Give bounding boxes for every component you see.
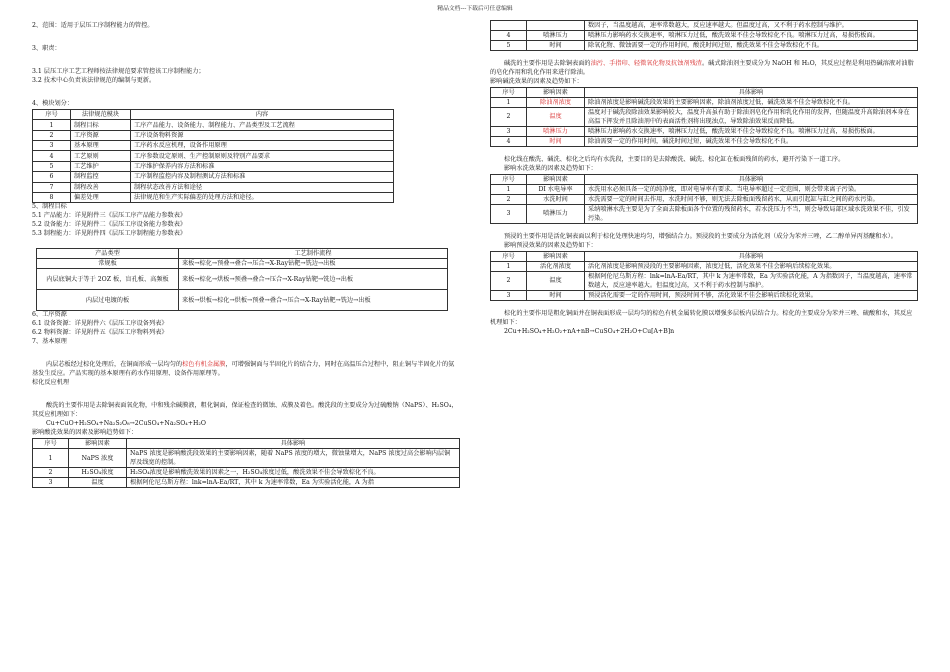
table-row bbox=[491, 261, 918, 271]
table-cell: 温度 bbox=[527, 107, 585, 126]
table-cell: 内层过电镀的板 bbox=[37, 290, 179, 311]
table-row bbox=[33, 120, 394, 130]
water-wash-table bbox=[490, 174, 918, 224]
table-header: 具体影响 bbox=[585, 174, 918, 184]
alkali-wash-paragraph bbox=[490, 60, 918, 78]
table-cell: 温度 bbox=[69, 478, 127, 488]
goal-item-1: 5.1 产品能力：详见附件三《层压工序产品能力参数表》 bbox=[32, 212, 187, 220]
process-flow-table bbox=[36, 248, 448, 311]
table-row bbox=[491, 290, 918, 300]
water-table-title: 影响水洗效果的因素及趋势如下： bbox=[504, 164, 597, 172]
table-cell: 根据阿伦尼乌斯方程：lnk=lnA-Ea/RT，其中 k 为速率常数，Ea 为实验活化能，A 为指数因子，当温度越高，速率常数越大，反应速率越大。但温度过高，又不利于药水控制与维护。 bbox=[585, 271, 918, 290]
table-cell: 偏差处理 bbox=[71, 193, 131, 203]
table-row bbox=[491, 21, 918, 31]
alkali-table-title: 影响碱洗效果的因素及趋势如下： bbox=[490, 77, 583, 85]
table-cell: 4 bbox=[491, 31, 527, 41]
table-cell: 1 bbox=[491, 261, 527, 271]
right-column bbox=[490, 20, 918, 337]
table-cell: 6 bbox=[33, 172, 71, 182]
table-row bbox=[491, 97, 918, 107]
table-cell: 时间 bbox=[527, 290, 585, 300]
brown-intro-text-b: ，可增强铜面与半固化片的结合力，同时在高温压合过程中，阻止铜与半固化片的氨基发生反应。产品实现的基本原理有药水作用原理、设备作用原理等。 bbox=[32, 361, 455, 378]
table-row bbox=[33, 182, 394, 192]
table-cell: 水洗需要一定的时间去作用，水洗时间不够，则无法去除板面残留药水，从而引起缸与缸之间的药水污染。 bbox=[585, 194, 918, 204]
table-cell: 2 bbox=[33, 468, 69, 478]
table-row bbox=[33, 193, 394, 203]
resource-title: 6、工序资源 bbox=[32, 311, 67, 319]
pre-dip-table bbox=[490, 251, 918, 301]
brown-intro-paragraph bbox=[32, 361, 460, 379]
table-cell: 喷淋压力影响药水交换速率，喷淋压力过低，酸洗效果不佳会导致棕化不良。喷淋压力过高，易损伤板面。 bbox=[585, 31, 918, 41]
table-cell: 5 bbox=[33, 161, 71, 171]
table-cell: 来板→烘板→棕化→烘板→预叠→叠合→压合→X-Ray钻靶→铣边→出板 bbox=[179, 290, 448, 311]
left-column bbox=[32, 22, 460, 488]
table-row bbox=[33, 151, 394, 161]
table-cell: 4 bbox=[33, 151, 71, 161]
module-table bbox=[32, 109, 394, 204]
table-header: 影响因素 bbox=[527, 251, 585, 261]
table-cell: 工序药水反应机理，设备作用原理 bbox=[131, 141, 394, 151]
table-cell: 2 bbox=[491, 271, 527, 290]
table-cell: 工序产品能力、设备能力、制程能力、产品类型及工艺流程 bbox=[131, 120, 394, 130]
table-row bbox=[491, 136, 918, 146]
table-row bbox=[491, 204, 918, 223]
table-cell: 1 bbox=[491, 184, 527, 194]
table-cell: 数因子，当温度越高，速率常数越大，反应速率越大。但温度过高，又不利于药水控制与维护。 bbox=[585, 21, 918, 31]
brown-mechanism-title: 棕化反应机理 bbox=[32, 379, 70, 387]
table-row bbox=[33, 130, 394, 140]
table-row bbox=[491, 271, 918, 290]
goal-item-2: 5.2 设备能力：详见附件二《层压工序设备能力参数表》 bbox=[32, 221, 187, 229]
table-row bbox=[33, 449, 460, 468]
browning-paragraph: 棕化的主要作用是粗化铜面并在铜表面形成一层均匀的棕色有机金属转化膜以增强多层板内层结合力。棕化的主要成分为苯并三唑、硫酸和水，其反应机理如下： bbox=[490, 309, 913, 326]
table-header: 序号 bbox=[491, 251, 527, 261]
table-cell: NaPS 浓度 bbox=[69, 449, 127, 468]
table-cell: 2 bbox=[33, 130, 71, 140]
table-cell: 3 bbox=[491, 204, 527, 223]
table-cell: 温度 bbox=[527, 271, 585, 290]
table-cell: 工艺原则 bbox=[71, 151, 131, 161]
alkali-wash-table bbox=[490, 87, 918, 147]
acid-table-title: 影响酸洗效果的因素及影响趋势如下： bbox=[32, 429, 138, 437]
table-cell: 基本原理 bbox=[71, 141, 131, 151]
goal-title: 5、制程目标 bbox=[32, 203, 67, 211]
table-cell: 工序设备物料资源 bbox=[131, 130, 394, 140]
water-wash-paragraph: 棕化线在酸洗、碱洗、棕化之后均有水洗段，主要目的是去除酸洗、碱洗、棕化缸在板面残留的药水，避开污染下一道工序。 bbox=[504, 155, 845, 163]
table-cell: 制程状态改善方法和途径 bbox=[131, 182, 394, 192]
page-header: 精品文档---下载后可任意编辑 bbox=[437, 6, 513, 12]
module-title: 4、模块划分： bbox=[32, 99, 74, 107]
brown-intro-text-a: 内层芯板经过棕化处理后，在铜面形成一层均匀的 bbox=[46, 361, 183, 369]
table-cell: NaPS 浓度是影响酸洗段效果的主要影响因素，随着 NaPS 浓度的增大，微蚀量增大，NaPS 浓度过高会影响内层铜厚及线宽的控制。 bbox=[127, 449, 460, 468]
table-cell: 工序参数设定原则、生产控制原则及特别产品要求 bbox=[131, 151, 394, 161]
table-cell: 3 bbox=[33, 478, 69, 488]
table-cell: 3 bbox=[33, 141, 71, 151]
table-cell: 采纳喷淋水洗主要是为了全面去除板面各个位置的残留药水，若水洗压力不当，则会导致局部区域水洗效果不佳，引发污染。 bbox=[585, 204, 918, 223]
table-header: 法律规范模块 bbox=[71, 109, 131, 119]
table-row bbox=[33, 141, 394, 151]
acid-wash-paragraph: 酸洗的主要作用是去除铜表面氧化物，中和残余碱膜液，粗化铜面，保证检查的微蚀、成膜及着色。酸洗段的主要成分为过硫酸钠（NaPS）、H₂SO₄，其反应机理如下： bbox=[32, 402, 458, 419]
acid-wash-equation: Cu+CuO+H₂SO₄+Na₂S₂O₈→2CuSO₄+Na₂SO₄+H₂O bbox=[46, 420, 206, 428]
table-cell: 喷淋压力 bbox=[527, 204, 585, 223]
duty-item-1: 3.1 层压工序工艺工程师按法律规范要求管控该工序制程能力； bbox=[32, 67, 205, 75]
table-row bbox=[33, 468, 460, 478]
table-cell: H₂SO₄浓度是影响酸洗效果的因素之一，H₂SO₄浓度过低，酸洗效果不佳会导致棕化不良。 bbox=[127, 468, 460, 478]
table-cell: 活化剂浓度 bbox=[527, 261, 585, 271]
table-cell: 来板→棕化→烘板→预叠→叠合→压合→X-Ray钻靶→铣边→出板 bbox=[179, 269, 448, 290]
alkali-highlight: 油污、手指印、轻微氧化物及抗蚀剂残渣 bbox=[590, 60, 702, 67]
table-cell: 常规板 bbox=[37, 259, 179, 269]
table-cell: 5 bbox=[491, 41, 527, 51]
table-cell: 根据阿伦尼乌斯方程：lnk=lnA-Ea/RT，其中 k 为速率常数，Ea 为实验活化能，A 为指 bbox=[127, 478, 460, 488]
alkali-text-b: 。碱式除油剂主要成分为 NaOH 和 H₂O，其反应过程是利用热碱溶液对油脂的皂化作用和乳化作用来进行除油。 bbox=[490, 60, 914, 76]
table-cell: 1 bbox=[33, 120, 71, 130]
table-cell: 时间 bbox=[527, 136, 585, 146]
goal-item-3: 5.3 制程能力：详见附件四《层压工序制程能力参数表》 bbox=[32, 230, 187, 238]
table-header: 具体影响 bbox=[127, 439, 460, 449]
table-row bbox=[37, 259, 448, 269]
table-cell: 3 bbox=[491, 290, 527, 300]
table-cell: 除氧化物、微蚀需要一定的作用时间，酸洗时间过短，酸洗效果不佳会导致棕化不良。 bbox=[585, 41, 918, 51]
table-header: 序号 bbox=[33, 439, 69, 449]
table-cell: 喷淋压力 bbox=[527, 126, 585, 136]
table-cell: DI 水电导率 bbox=[527, 184, 585, 194]
table-row bbox=[491, 107, 918, 126]
table-header: 内容 bbox=[131, 109, 394, 119]
table-cell: 温度对于碱洗段除油效果影响较大，温度升高虽有助于除油剂皂化作用和乳化作用的发挥，但随温度升高除油剂本身在高温下挥发并且除油剂中的表面活性剂将出现浊点，导致除油效果反而降低。 bbox=[585, 107, 918, 126]
acid-wash-table bbox=[32, 438, 460, 488]
scope-text: 2、范围：适用于层压工序制程能力的管控。 bbox=[32, 22, 154, 29]
table-cell: 7 bbox=[33, 182, 71, 192]
table-header: 序号 bbox=[491, 87, 527, 97]
table-cell: 工序制程监控内容及制程测试方法和标准 bbox=[131, 172, 394, 182]
table-cell bbox=[527, 21, 585, 31]
resource-item-2: 6.2 物料资源：详见附件五《层压工序物料列表》 bbox=[32, 329, 168, 337]
table-cell: 喷淋压力影响药水交换速率，喷淋压力过低，酸洗效果不佳会导致棕化不良。喷淋压力过高，易损伤板面。 bbox=[585, 126, 918, 136]
table-row bbox=[491, 41, 918, 51]
table-cell: 制程目标 bbox=[71, 120, 131, 130]
table-cell: 内层底铜大于等于 2OZ 板，盲孔板、高频板 bbox=[37, 269, 179, 290]
table-header: 序号 bbox=[491, 174, 527, 184]
table-cell: 法律规范和生产实际偏差的处理方法和途径。 bbox=[131, 193, 394, 203]
table-cell: 水洗时间 bbox=[527, 194, 585, 204]
table-header: 工艺制作流程 bbox=[179, 249, 448, 259]
table-cell: 4 bbox=[491, 136, 527, 146]
table-cell: 除油需要一定的作用时间，碱洗时间过短，碱洗效果不佳会导致棕化不良。 bbox=[585, 136, 918, 146]
table-cell: 1 bbox=[491, 97, 527, 107]
table-header: 影响因素 bbox=[527, 87, 585, 97]
table-row bbox=[33, 478, 460, 488]
table-row bbox=[491, 184, 918, 194]
table-cell: 时间 bbox=[527, 41, 585, 51]
duty-item-2: 3.2 技术中心负责该法律规范的编制与更新。 bbox=[32, 76, 156, 84]
table-cell: 8 bbox=[33, 193, 71, 203]
table-header: 序号 bbox=[33, 109, 71, 119]
table-cell: 制程改善 bbox=[71, 182, 131, 192]
table-cell: H₂SO₄浓度 bbox=[69, 468, 127, 478]
table-row bbox=[37, 269, 448, 290]
table-cell: 预浸活化需要一定的作用时间，预浸时间不够，活化效果不佳会影响后续棕化效果。 bbox=[585, 290, 918, 300]
table-row bbox=[37, 290, 448, 311]
duty-title: 3、职责： bbox=[32, 44, 61, 52]
table-cell: 工序维护保养内容方法和标准 bbox=[131, 161, 394, 171]
table-header: 具体影响 bbox=[585, 251, 918, 261]
table-header: 具体影响 bbox=[585, 87, 918, 97]
table-cell: 制程监控 bbox=[71, 172, 131, 182]
table-cell: 除油剂浓度是影响碱洗段效果的主要影响因素，除油剂浓度过低，碱洗效果不佳会导致棕化不良。 bbox=[585, 97, 918, 107]
table-cell: 工序资源 bbox=[71, 130, 131, 140]
table-cell: 喷淋压力 bbox=[527, 31, 585, 41]
table-cell: 除油剂浓度 bbox=[527, 97, 585, 107]
table-cell: 2 bbox=[491, 107, 527, 126]
table-cell: 工艺维护 bbox=[71, 161, 131, 171]
alkali-text-a: 碱洗的主要作用是去除铜表面的 bbox=[504, 60, 591, 67]
table-cell bbox=[491, 21, 527, 31]
table-row bbox=[491, 194, 918, 204]
table-header: 影响因素 bbox=[527, 174, 585, 184]
table-row bbox=[33, 172, 394, 182]
table-row bbox=[33, 161, 394, 171]
pre-dip-table-title: 影响预浸效果的因素及趋势如下： bbox=[504, 241, 597, 249]
resource-item-1: 6.1 设备资源：详见附件六《层压工序设备列表》 bbox=[32, 320, 168, 328]
table-header: 产品类型 bbox=[37, 249, 179, 259]
table-row bbox=[491, 31, 918, 41]
pre-dip-paragraph: 预浸的主要作用是活化铜表面以利于棕化处理快速均匀，增强结合力。预浸段的主要成分为活化剂（成分为苯并三唑，乙二醇单异丙基醚和水）。 bbox=[504, 232, 897, 240]
table-row bbox=[491, 126, 918, 136]
table-cell: 2 bbox=[491, 194, 527, 204]
acid-wash-table-continued bbox=[490, 20, 918, 51]
browning-equation: 2Cu+H₂SO₄+H₂O₂+nA+nB→CuSO₄+2H₂O+Cu[A+B]n bbox=[504, 327, 675, 335]
table-cell: 3 bbox=[491, 126, 527, 136]
table-cell: 1 bbox=[33, 449, 69, 468]
brown-intro-highlight: 棕色有机金属膜 bbox=[182, 361, 226, 369]
table-cell: 水洗用水必须具备一定的纯净度，即对电导率有要求。当电导率超过一定范围，则会带来离子污染。 bbox=[585, 184, 918, 194]
table-cell: 来板→棕化→预叠→叠合→压合→X-Ray钻靶→铣边→出板 bbox=[179, 259, 448, 269]
basic-title: 7、基本原理 bbox=[32, 338, 67, 346]
table-cell: 活化剂浓度是影响预浸段的主要影响因素，浓度过低，活化效果不佳会影响后续棕化效果。 bbox=[585, 261, 918, 271]
table-header: 影响因素 bbox=[69, 439, 127, 449]
